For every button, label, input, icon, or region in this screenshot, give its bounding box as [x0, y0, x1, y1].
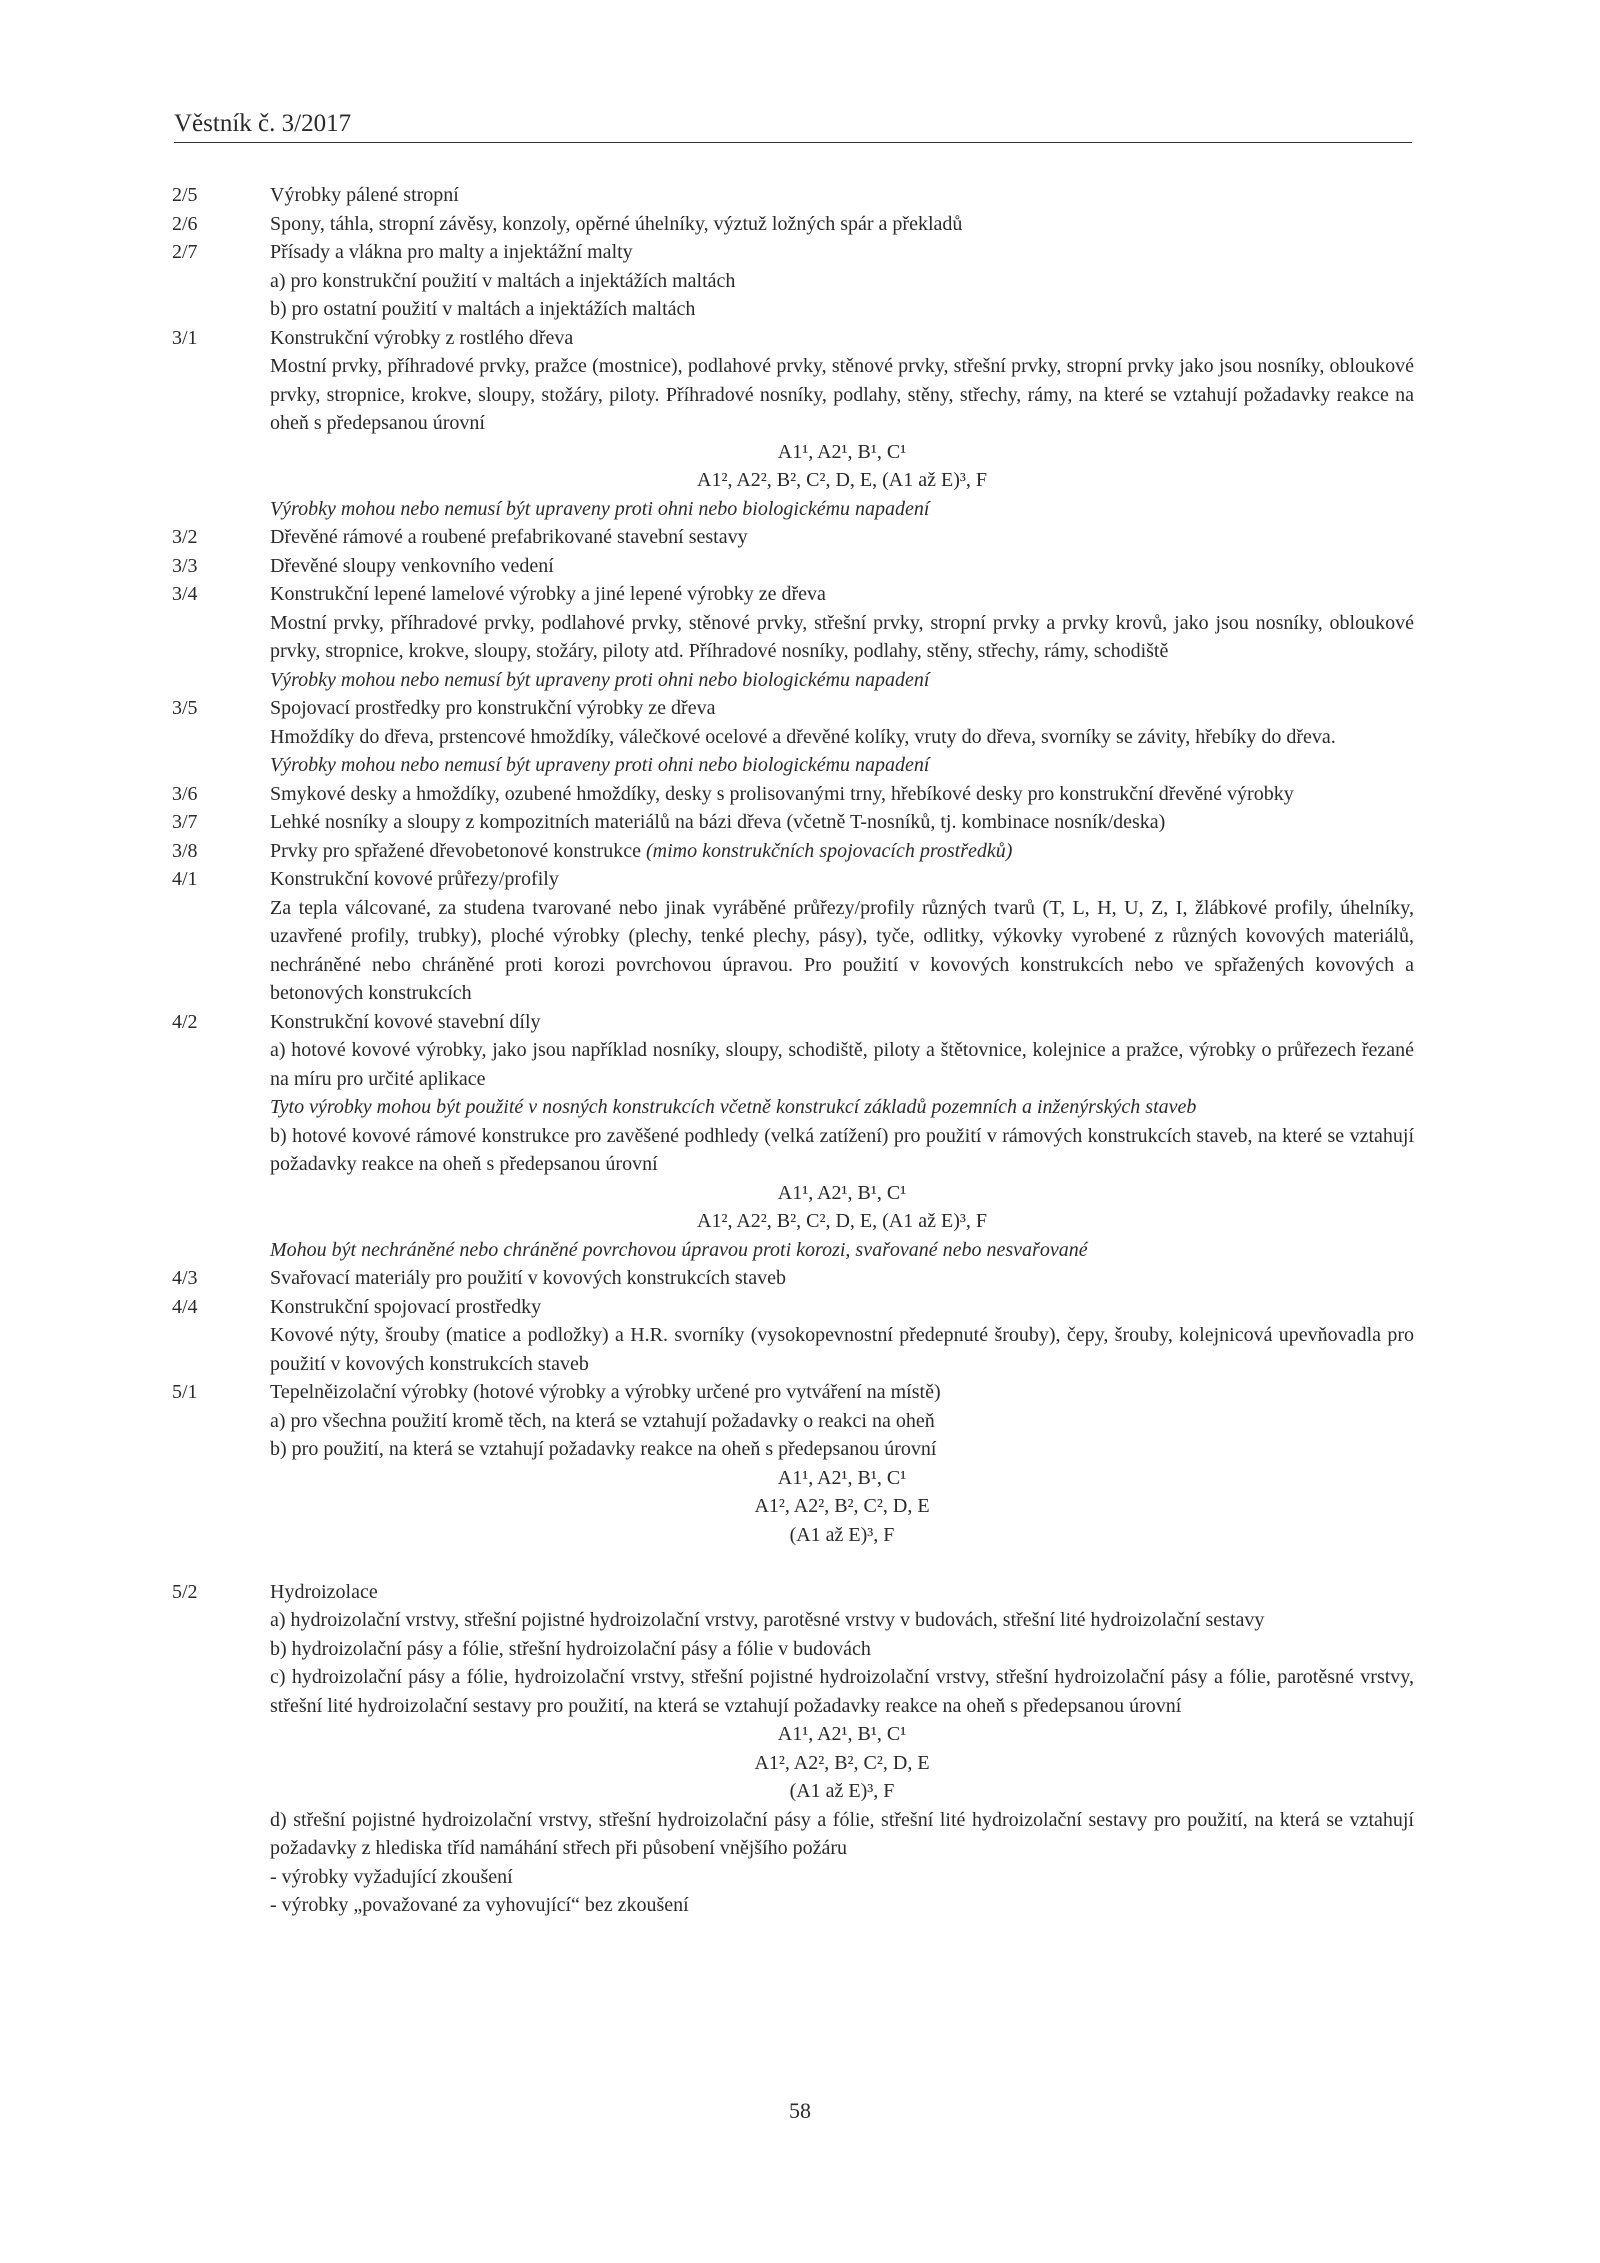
item-number: 3/6 [172, 782, 198, 805]
item-number: 4/4 [172, 1295, 198, 1318]
item-number: 3/1 [172, 326, 198, 349]
item-body [270, 1264, 1414, 1293]
fire-class-line: A1¹, A2¹, B¹, C¹ [777, 1181, 907, 1204]
product-list [172, 181, 1414, 1920]
list-item [172, 1264, 1414, 1293]
item-body [270, 552, 1414, 581]
list-item [172, 1293, 1414, 1379]
item-text: b) hotové kovové rámové konstrukce pro zavěšené podhledy (velká zatížení) pro použití v rámových konstrukcích staveb, na které se vztahují požadavky reakce na oheň s předepsanou úrovní [270, 1124, 1414, 1175]
fire-class-line: A1², A2², B², C², D, E [754, 1751, 930, 1774]
item-text: Hydroizolace [270, 1580, 378, 1603]
note-line: Výrobky mohou nebo nemusí být upraveny proti ohni nebo biologickému napadení [270, 497, 930, 520]
item-number: 5/1 [172, 1381, 198, 1403]
fire-class-line: A1¹, A2¹, B¹, C¹ [777, 440, 907, 463]
item-text: Kovové nýty, šrouby (matice a podložky) a H.R. svorníky (vysokopevnostní předepnuté šrouby), čepy, šrouby, kolejnicová upevňovadla pro použití v kovových konstrukcích staveb [270, 1324, 1414, 1375]
item-number: 2/5 [172, 184, 198, 206]
item-text: Svařovací materiály pro použití v kovových konstrukcích staveb [270, 1267, 786, 1289]
item-text: Konstrukční kovové stavební díly [270, 1010, 541, 1033]
item-text: Dřevěné sloupy venkovního vedení [270, 554, 554, 577]
item-body [270, 1008, 1414, 1265]
list-item [172, 580, 1414, 694]
item-text: Konstrukční lepené lamelové výrobky a jiné lepené výrobky ze dřeva [270, 583, 826, 605]
item-text: Přísady a vlákna pro malty a injektážní malty [270, 241, 633, 263]
item-text: a) pro konstrukční použití v maltách a injektážích maltách [270, 269, 736, 292]
item-body [270, 1378, 1414, 1578]
item-text: - výrobky „považované za vyhovující“ bez zkoušení [270, 1894, 689, 1916]
item-body [270, 1578, 1414, 1920]
item-text: Mostní prvky, příhradové prvky, podlahové prvky, stěnové prvky, střešní prvky, stropní prvky a prvky krovů, jako jsou nosníky, obloukové prvky, stropnice, krokve, sloupy, stožáry, piloty atd. Příhradové nosníky, podlahy, stěny, střechy, rámy, schodiště [270, 611, 1414, 662]
list-item [172, 808, 1414, 837]
item-text: c) hydroizolační pásy a fólie, hydroizolační vrstvy, střešní pojistné hydroizolační vrstvy, střešní hydroizolační pásy a fólie, parotěsné vrstvy, střešní lité hydroizolační sestavy pro použití, na která se vztahují požadavky reakce na oheň s předepsanou úrovní [270, 1666, 1414, 1717]
list-item [172, 324, 1414, 524]
item-text: b) pro použití, na která se vztahují požadavky reakce na oheň s předepsanou úrovní [270, 1438, 937, 1460]
list-item [172, 552, 1414, 581]
fire-class-line: A1¹, A2¹, B¹, C¹ [777, 1466, 907, 1489]
item-text: Tepelněizolační výrobky (hotové výrobky a výrobky určené pro vytváření na místě) [270, 1381, 941, 1403]
item-text: Smykové desky a hmoždíky, ozubené hmoždíky, desky s prolisovanými trny, hřebíkové desky pro konstrukční dřevěné výrobky [270, 782, 1294, 805]
item-body [270, 523, 1414, 552]
list-item [172, 1378, 1414, 1578]
item-text: Hmoždíky do dřeva, prstencové hmoždíky, válečkové ocelové a dřevěné kolíky, vruty do dřeva, svorníky se závity, hřebíky do dřeva. [270, 725, 1336, 748]
list-item [172, 1008, 1414, 1265]
item-text: Mostní prvky, příhradové prvky, pražce (mostnice), podlahové prvky, stěnové prvky, střešní prvky, stropní prvky jako jsou nosníky, obloukové prvky, stropnice, krokve, sloupy, stožáry, piloty. Příhradové nosníky, podlahy, stěny, střechy, rámy, na které se vztahují požadavky reakce na oheň s předepsanou úrovní [270, 355, 1414, 434]
item-text: Konstrukční spojovací prostředky [270, 1295, 542, 1318]
item-text: Výrobky pálené stropní [270, 184, 459, 206]
fire-class-line: (A1 až E)³, F [789, 1523, 895, 1546]
item-body [270, 808, 1414, 837]
note-line: Tyto výrobky mohou být použité v nosných konstrukcích včetně konstrukcí základů pozemních a inženýrských staveb [270, 1096, 1197, 1118]
item-number: 3/7 [172, 811, 198, 833]
item-body [270, 1293, 1414, 1379]
page-header [174, 108, 1412, 143]
list-item [172, 238, 1414, 324]
item-number: 3/5 [172, 697, 198, 719]
item-body [270, 181, 1414, 210]
item-text: Konstrukční kovové průřezy/profily [270, 868, 559, 890]
note-line: Mohou být nechráněné nebo chráněné povrchovou úpravou proti korozi, svařované nebo nesvařované [270, 1238, 1088, 1261]
item-text: b) pro ostatní použití v maltách a injektážích maltách [270, 298, 696, 320]
list-item [172, 865, 1414, 1008]
fire-class-line: A1², A2², B², C², D, E [754, 1495, 930, 1517]
list-item [172, 1578, 1414, 1920]
item-number: 4/2 [172, 1010, 198, 1033]
item-text: a) pro všechna použití kromě těch, na která se vztahují požadavky o reakci na oheň [270, 1409, 935, 1432]
list-item [172, 181, 1414, 210]
item-text: Dřevěné rámové a roubené prefabrikované stavební sestavy [270, 526, 748, 548]
item-text [270, 837, 1414, 866]
item-body [270, 210, 1414, 239]
list-item [172, 694, 1414, 780]
item-text: Spony, táhla, stropní závěsy, konzoly, opěrné úhelníky, výztuž ložných spár a překladů [270, 212, 963, 235]
page-number: 58 [789, 2098, 811, 2123]
item-text: Za tepla válcované, za studena tvarované nebo jinak vyráběné průřezy/profily různých tvarů (T, L, H, U, Z, I, žlábkové profily, úhelníky, uzavřené profily, trubky), ploché výrobky (plechy, tenké plechy, pásy), tyče, odlitky, výkovky vyrobené z různých kovových materiálů, nechráněné nebo chráněné proti korozi povrchovou úpravou. Pro použití v kovových konstrukcích nebo ve spřažených kovových a betonových konstrukcích [270, 896, 1414, 1004]
item-body [270, 238, 1414, 324]
fire-class-line: A1², A2², B², C², D, E, (A1 až E)³, F [697, 1210, 987, 1232]
item-body [270, 580, 1414, 694]
item-number: 3/8 [172, 839, 198, 862]
item-text-note: (mimo konstrukčních spojovacích prostředků) [646, 839, 1013, 862]
item-text: d) střešní pojistné hydroizolační vrstvy, střešní hydroizolační pásy a fólie, střešní lité hydroizolační sestavy pro použití, na která se vztahují požadavky z hlediska tříd namáhání střech při působení vnějšího požáru [270, 1808, 1414, 1859]
fire-class-line: A1¹, A2¹, B¹, C¹ [777, 1723, 907, 1745]
item-text: Konstrukční výrobky z rostlého dřeva [270, 326, 574, 349]
fire-class-line: (A1 až E)³, F [789, 1780, 895, 1802]
spacer [270, 1549, 1414, 1578]
item-text: - výrobky vyžadující zkoušení [270, 1865, 513, 1888]
item-number: 3/3 [172, 554, 198, 577]
list-item [172, 210, 1414, 239]
item-text: b) hydroizolační pásy a fólie, střešní hydroizolační pásy a fólie v budovách [270, 1637, 871, 1660]
item-text-main: Prvky pro spřažené dřevobetonové konstrukce [270, 839, 641, 862]
item-text: Lehké nosníky a sloupy z kompozitních materiálů na bázi dřeva (včetně T-nosníků, tj. kombinace nosník/deska) [270, 811, 1166, 833]
item-text: a) hydroizolační vrstvy, střešní pojistné hydroizolační vrstvy, parotěsné vrstvy v budovách, střešní lité hydroizolační sestavy [270, 1609, 1265, 1631]
item-number: 3/2 [172, 526, 198, 548]
item-body [270, 780, 1414, 809]
item-body [270, 324, 1414, 524]
item-body [270, 837, 1414, 866]
item-number: 5/2 [172, 1580, 198, 1603]
item-number: 4/1 [172, 868, 198, 890]
list-item [172, 523, 1414, 552]
list-item [172, 837, 1414, 866]
item-number: 3/4 [172, 583, 198, 605]
item-number: 2/7 [172, 241, 198, 263]
note-line: Výrobky mohou nebo nemusí být upraveny proti ohni nebo biologickému napadení [270, 754, 930, 776]
item-body [270, 865, 1414, 1008]
list-item [172, 780, 1414, 809]
fire-class-line: A1², A2², B², C², D, E, (A1 až E)³, F [697, 469, 987, 491]
item-number: 4/3 [172, 1267, 198, 1289]
item-text: a) hotové kovové výrobky, jako jsou například nosníky, sloupy, schodiště, piloty a štětovnice, kolejnice a pražce, výrobky o průřezech řezané na míru pro určité aplikace [270, 1039, 1414, 1090]
item-body [270, 694, 1414, 780]
item-number: 2/6 [172, 212, 198, 235]
item-text: Spojovací prostředky pro konstrukční výrobky ze dřeva [270, 697, 716, 719]
note-line: Výrobky mohou nebo nemusí být upraveny proti ohni nebo biologickému napadení [270, 668, 930, 691]
journal-title: Věstník č. 3/2017 [174, 110, 352, 137]
